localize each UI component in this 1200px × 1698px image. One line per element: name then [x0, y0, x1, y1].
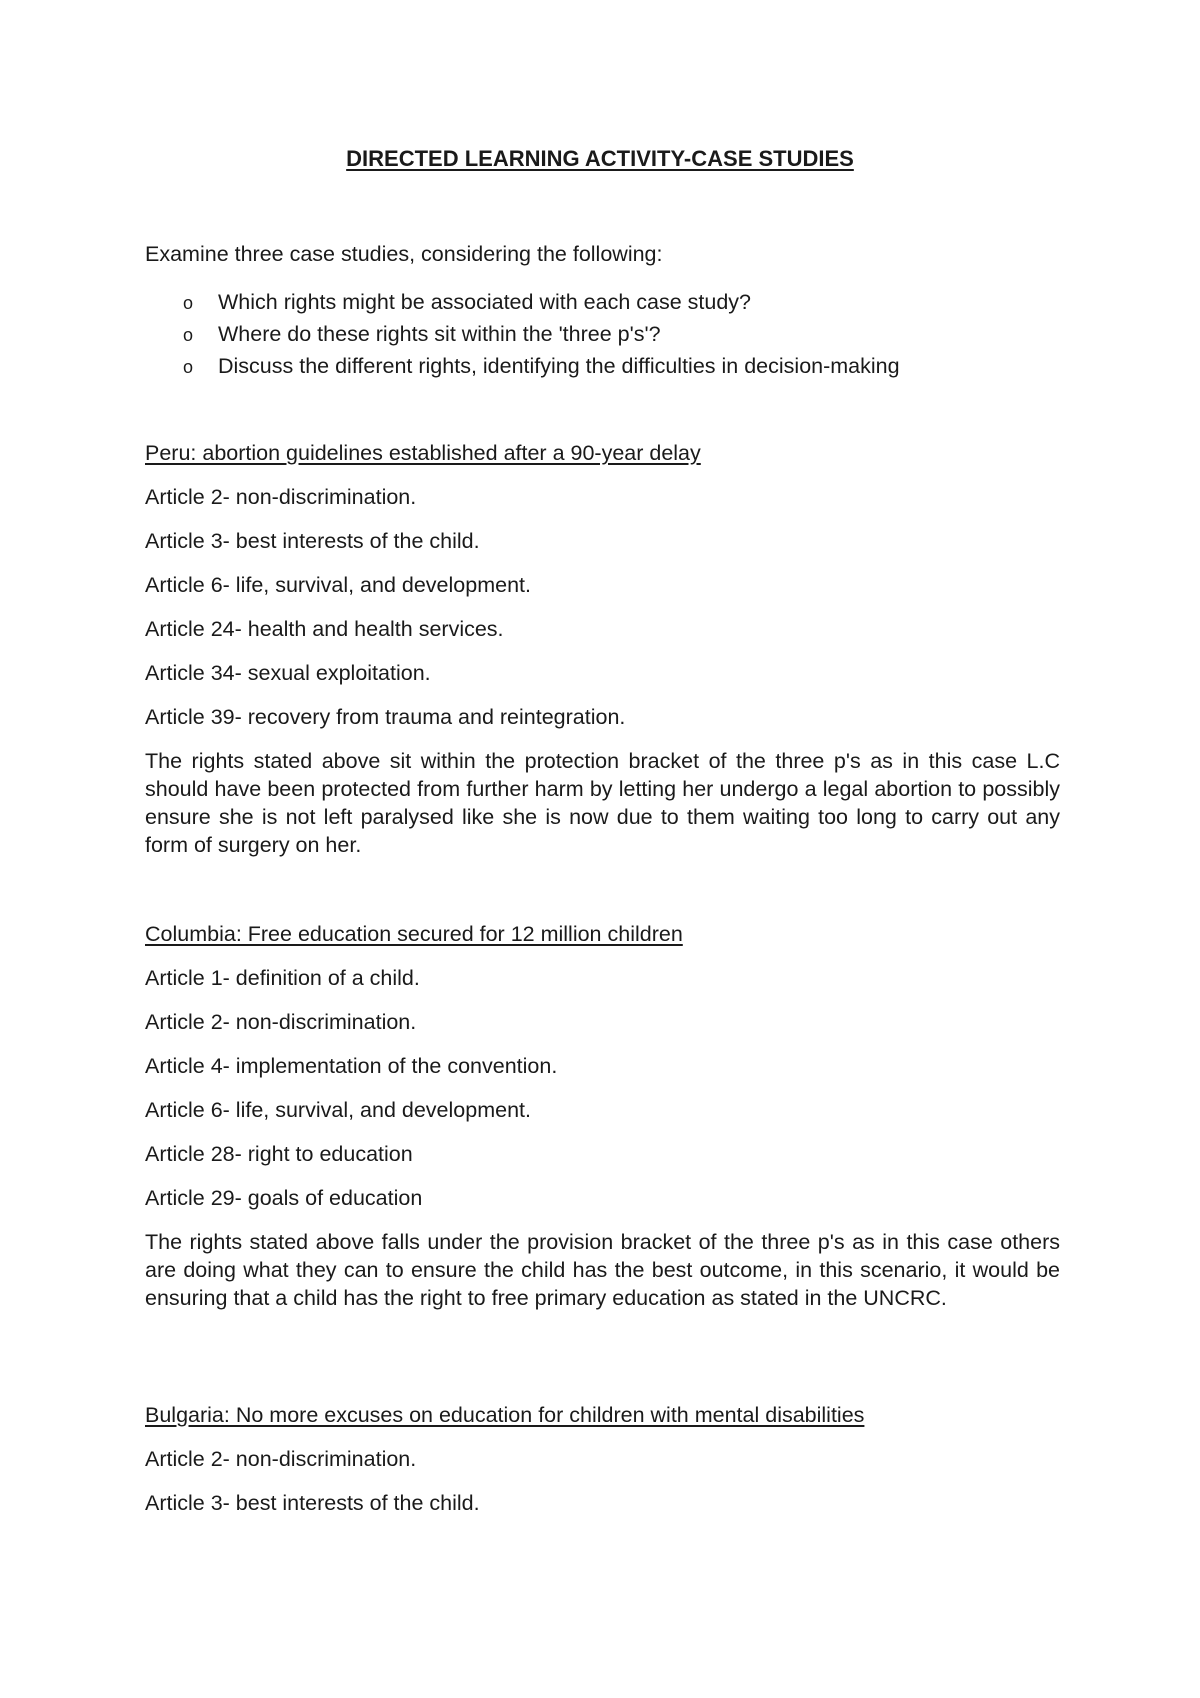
bullet-marker: o: [183, 325, 194, 345]
article-line: Article 2- non-discrimination.: [145, 1010, 417, 1034]
question-item: [183, 318, 900, 350]
bullet-marker: o: [183, 357, 194, 377]
question-list: [183, 286, 900, 382]
article-line: Article 39- recovery from trauma and reintegration.: [145, 705, 626, 729]
case-study-heading: Columbia: Free education secured for 12 million children: [145, 922, 683, 946]
article-line: Article 4- implementation of the convention.: [145, 1054, 558, 1078]
article-line: Article 6- life, survival, and development.: [145, 573, 531, 597]
article-line: Article 34- sexual exploitation.: [145, 661, 431, 685]
bullet-marker: o: [183, 293, 194, 313]
case-study-paragraph: The rights stated above falls under the provision bracket of the three p's as in this case others are doing what they can to ensure the child has the best outcome, in this scenario, it would be ensuring that a child has the right to free primary education as stated in the UNCRC.: [145, 1230, 1060, 1310]
article-line: Article 2- non-discrimination.: [145, 1447, 417, 1471]
intro-text: Examine three case studies, considering the following:: [145, 242, 663, 266]
question-text: Where do these rights sit within the 'three p's'?: [218, 322, 661, 346]
article-line: Article 3- best interests of the child.: [145, 529, 480, 553]
question-item: [183, 350, 900, 382]
article-line: Article 28- right to education: [145, 1142, 413, 1166]
document-title: DIRECTED LEARNING ACTIVITY-CASE STUDIES: [346, 146, 854, 171]
case-study-heading: Bulgaria: No more excuses on education for children with mental disabilities: [145, 1403, 865, 1427]
question-text: Discuss the different rights, identifying the difficulties in decision-making: [218, 354, 900, 378]
article-line: Article 24- health and health services.: [145, 617, 504, 641]
case-study-bulgaria: [145, 1401, 1060, 1533]
question-text: Which rights might be associated with each case study?: [218, 290, 751, 314]
case-study-heading: Peru: abortion guidelines established after a 90-year delay: [145, 441, 701, 465]
case-study-columbia: [145, 920, 1060, 1312]
article-line: Article 6- life, survival, and development.: [145, 1098, 531, 1122]
article-line: Article 3- best interests of the child.: [145, 1491, 480, 1515]
article-line: Article 2- non-discrimination.: [145, 485, 417, 509]
case-study-peru: [145, 439, 1060, 859]
article-line: Article 29- goals of education: [145, 1186, 423, 1210]
question-item: [183, 286, 900, 318]
case-study-paragraph: The rights stated above sit within the protection bracket of the three p's as in this case L.C should have been protected from further harm by letting her undergo a legal abortion to possibly ensure she is not left paralysed like she is now due to them waiting too long to carry out any form of surgery on her.: [145, 749, 1060, 857]
article-line: Article 1- definition of a child.: [145, 966, 420, 990]
